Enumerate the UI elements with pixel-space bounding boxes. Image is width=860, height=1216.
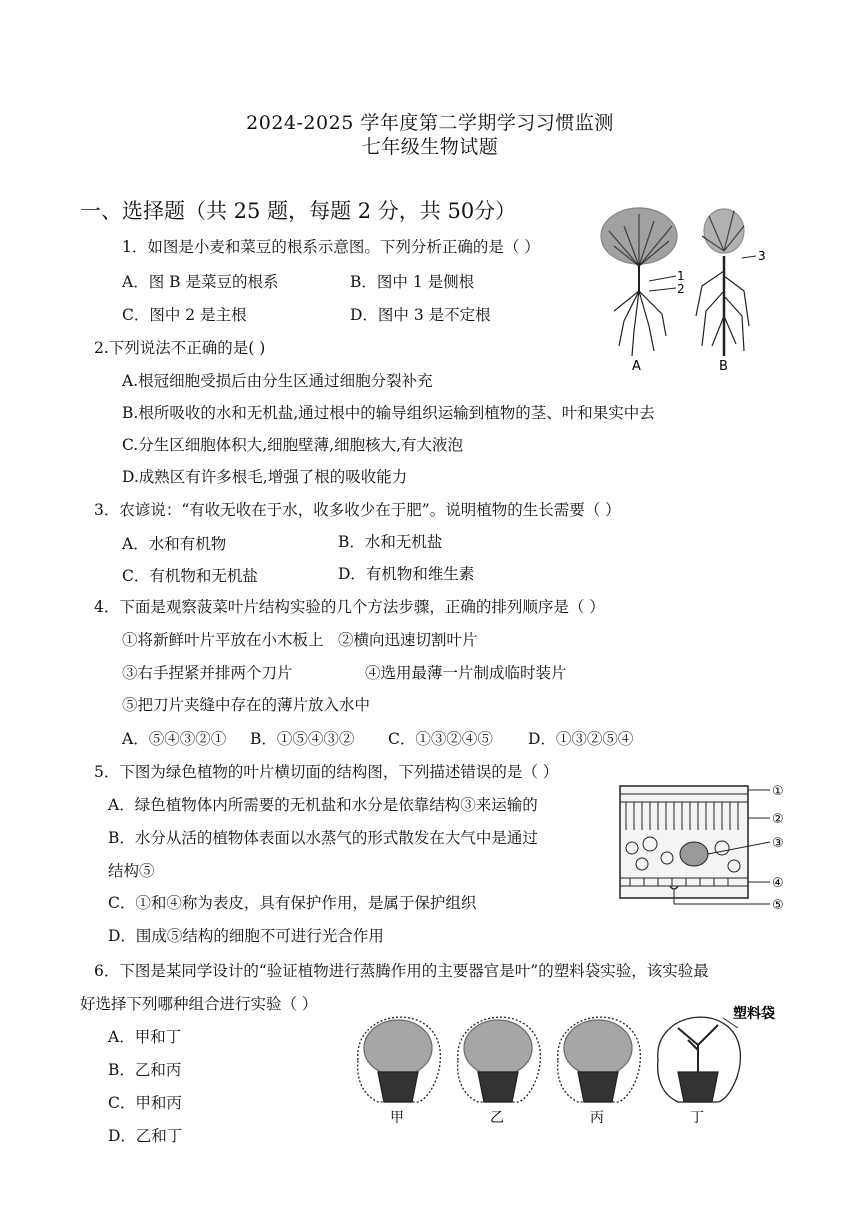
wheat-plant-a	[601, 208, 677, 356]
q5-option-c: C．①和④称为表皮，具有保护作用，是属于保护组织	[108, 894, 477, 912]
q3-option-a: A．水和有机物	[122, 535, 227, 553]
vein	[680, 842, 708, 866]
label-circle-1: ①	[772, 784, 784, 799]
q2-option-b: B.根所吸收的水和无机盐,通过根中的输导组织运输到植物的茎、叶和果实中去	[122, 404, 655, 422]
q2-stem: 2.下列说法不正确的是( )	[94, 339, 266, 357]
label-circle-2: ②	[772, 812, 784, 827]
q5-option-d: D．围成⑤结构的细胞不可进行光合作用	[108, 927, 384, 945]
label-circle-3: ③	[772, 836, 784, 851]
q3-option-d: D．有机物和维生素	[338, 565, 475, 583]
section-heading: 一、选择题（共 25 题，每题 2 分，共 50分）	[80, 199, 517, 223]
plant-bing	[558, 1017, 641, 1102]
q5-option-a: A．绿色植物体内所需要的无机盐和水分是依靠结构③来运输的	[108, 796, 538, 814]
q1-option-a: A．图 B 是菜豆的根系	[122, 273, 279, 291]
label-ding: 丁	[690, 1110, 704, 1126]
label-2: 2	[677, 282, 685, 296]
q4-option-d: D．①③②⑤④	[528, 730, 634, 748]
q3-stem: 3．农谚说：“有收无收在于水，收多收少在于肥”。说明植物的生长需要（ ）	[94, 501, 621, 519]
q4-step-1: ①将新鲜叶片平放在小木板上	[122, 631, 324, 649]
q6-option-b: B．乙和丙	[108, 1061, 182, 1079]
q5-option-b: B．水分从活的植物体表面以水蒸气的形式散发在大气中是通过	[108, 829, 538, 847]
q1-option-d: D．图中 3 是不定根	[350, 306, 491, 324]
exam-subtitle: 七年级生物试题	[361, 136, 499, 158]
label-circle-5: ⑤	[772, 898, 784, 913]
q4-step-3: ③右手捏紧并排两个刀片	[122, 664, 293, 682]
q6-stem-line1: 6．下图是某同学设计的“验证植物进行蒸腾作用的主要器官是叶”的塑料袋实验，该实验最	[94, 962, 709, 980]
plant-yi	[458, 1017, 541, 1102]
label-1: 1	[677, 269, 685, 283]
label-yi: 乙	[490, 1110, 504, 1126]
bean-plant-b	[696, 209, 749, 356]
q1-option-b: B．图中 1 是侧根	[350, 273, 475, 291]
q4-option-b: B．①⑤④③②	[250, 730, 355, 748]
label-jia: 甲	[390, 1110, 404, 1126]
q3-option-b: B．水和无机盐	[338, 533, 443, 551]
q2-option-c: C.分生区细胞体积大,细胞壁薄,细胞核大,有大液泡	[122, 436, 464, 454]
label-circle-4: ④	[772, 876, 784, 891]
q2-option-d: D.成熟区有许多根毛,增强了根的吸收能力	[122, 468, 408, 486]
q1-option-c: C．图中 2 是主根	[122, 306, 247, 324]
q2-option-a: A.根冠细胞受损后由分生区通过细胞分裂补充	[122, 372, 433, 390]
leaf-cross-section-figure	[612, 778, 792, 918]
q6-option-d: D．乙和丁	[108, 1127, 183, 1145]
q4-option-c: C．①③②④⑤	[388, 730, 493, 748]
q4-step-5: ⑤把刀片夹缝中存在的薄片放入水中	[122, 696, 371, 714]
q6-option-c: C．甲和丙	[108, 1094, 182, 1112]
q4-stem: 4．下面是观察菠菜叶片结构实验的几个方法步骤，正确的排列顺序是（ ）	[94, 598, 605, 616]
q4-step-4: ④选用最薄一片制成临时装片	[365, 664, 567, 682]
label-3: 3	[758, 249, 766, 263]
root-system-figure	[584, 196, 784, 376]
leaf-section-outline	[620, 786, 748, 898]
label-b: B	[719, 359, 728, 374]
q1-stem: 1．如图是小麦和菜豆的根系示意图。下列分析正确的是（ ）	[122, 238, 540, 256]
q6-option-a: A．甲和丁	[108, 1028, 182, 1046]
plant-jia	[358, 1017, 441, 1102]
q4-step-2: ②横向迅速切割叶片	[338, 631, 478, 649]
plastic-bag-label: 塑料袋	[733, 1006, 775, 1022]
plant-ding	[658, 1017, 741, 1102]
q5-option-b-cont: 结构⑤	[108, 862, 155, 880]
q4-option-a: A．⑤④③②①	[122, 730, 227, 748]
label-a: A	[632, 359, 641, 374]
q3-option-c: C．有机物和无机盐	[122, 567, 258, 585]
plastic-bag-experiment-figure	[348, 990, 798, 1130]
exam-title: 2024-2025 学年度第二学期学习习惯监测	[246, 112, 614, 134]
q5-stem: 5．下图为绿色植物的叶片横切面的结构图，下列描述错误的是（ ）	[94, 763, 559, 781]
label-bing: 丙	[590, 1110, 604, 1126]
q6-stem-line2: 好选择下列哪种组合进行实验（ ）	[80, 995, 318, 1013]
